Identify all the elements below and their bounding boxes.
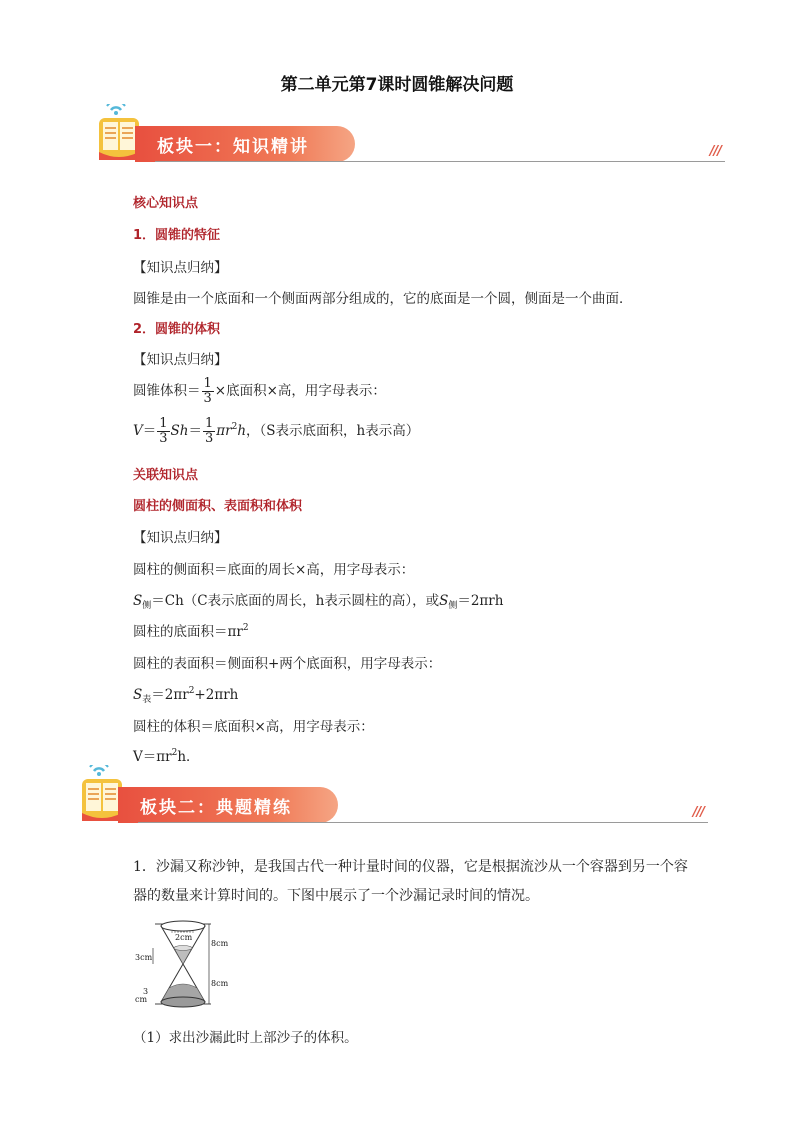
label-bottom-3: 3 bbox=[143, 987, 149, 996]
cone-volume-letters: V＝ $\frac{1}{3}$ Sh＝ $\frac{1}{3}$ $\pi r^2h$，（S表示底面积，h表示高） bbox=[133, 416, 420, 446]
page-title: 第二单元第7课时圆锥解决问题 bbox=[280, 75, 514, 95]
formula-text: 圆锥体积＝ bbox=[133, 383, 201, 399]
section-divider bbox=[138, 822, 708, 823]
section-label-pill bbox=[118, 787, 338, 823]
label-mid-h: 3cm bbox=[135, 953, 153, 962]
item1-text: 圆锥是由一个底面和一个侧面两部分组成的，它的底面是一个圆，侧面是一个曲面． bbox=[133, 291, 633, 307]
section-label-pill bbox=[135, 126, 355, 162]
surface-area-formula: $S_表=2\pi r^2+2\pi rh$ bbox=[133, 686, 239, 705]
question-1-sub: （1）求出沙漏此时上部沙子的体积。 bbox=[133, 1030, 358, 1046]
fraction: $\frac{1}{3}$ bbox=[159, 416, 168, 446]
fraction: $\frac{1}{3}$ bbox=[203, 376, 212, 406]
volume-text: 圆柱的体积＝底面积×高，用字母表示： bbox=[133, 719, 374, 735]
lateral-area-text: 圆柱的侧面积＝底面的周长×高，用字母表示： bbox=[133, 562, 415, 578]
section-banner-1 bbox=[95, 104, 725, 164]
slash-mark: /// bbox=[692, 805, 704, 820]
item2-title: 2．圆锥的体积 bbox=[133, 322, 221, 337]
slash-mark: /// bbox=[709, 144, 721, 159]
related-tag: 【知识点归纳】 bbox=[133, 530, 228, 546]
lateral-area-formula: $S_侧=Ch(C$表示底面的周长，h表示圆柱的高），或$S_侧=2\pi rh$ bbox=[133, 593, 504, 611]
formula-text: ×底面积×高，用字母表示： bbox=[214, 383, 386, 399]
label-top-d: 2cm bbox=[175, 933, 193, 942]
question-1-text: 1．沙漏又称沙钟，是我国古代一种计量时间的仪器，它是根据流沙从一个容器到另一个容器的数量来计算时间的。下图中展示了一个沙漏记录时间的情况。 bbox=[133, 859, 688, 904]
hourglass-figure bbox=[133, 918, 233, 1010]
label-bottom-d: cm bbox=[135, 995, 148, 1004]
section-label: 板块一：知识精讲 bbox=[157, 137, 309, 157]
surface-area-text: 圆柱的表面积＝侧面积+两个底面积，用字母表示： bbox=[133, 656, 442, 672]
fraction: $\frac{1}{3}$ bbox=[204, 416, 214, 446]
label-lower-h: 8cm bbox=[211, 979, 229, 988]
volume-formula: $V=\pi r^2h$． bbox=[133, 748, 200, 765]
item1-title: 1．圆锥的特征 bbox=[133, 228, 221, 243]
item1-tag: 【知识点归纳】 bbox=[133, 260, 228, 276]
section-label: 板块二：典题精练 bbox=[140, 798, 292, 818]
base-area-formula: 圆柱的底面积$=\pi r^2$ bbox=[133, 623, 249, 640]
section-divider bbox=[155, 161, 725, 162]
related-title: 圆柱的侧面积、表面积和体积 bbox=[133, 499, 303, 514]
core-heading: 核心知识点 bbox=[133, 196, 199, 211]
related-heading: 关联知识点 bbox=[133, 468, 199, 483]
section-banner-2 bbox=[78, 765, 708, 825]
item2-tag: 【知识点归纳】 bbox=[133, 352, 228, 368]
label-upper-h: 8cm bbox=[211, 939, 229, 948]
cone-volume-formula bbox=[133, 377, 386, 406]
